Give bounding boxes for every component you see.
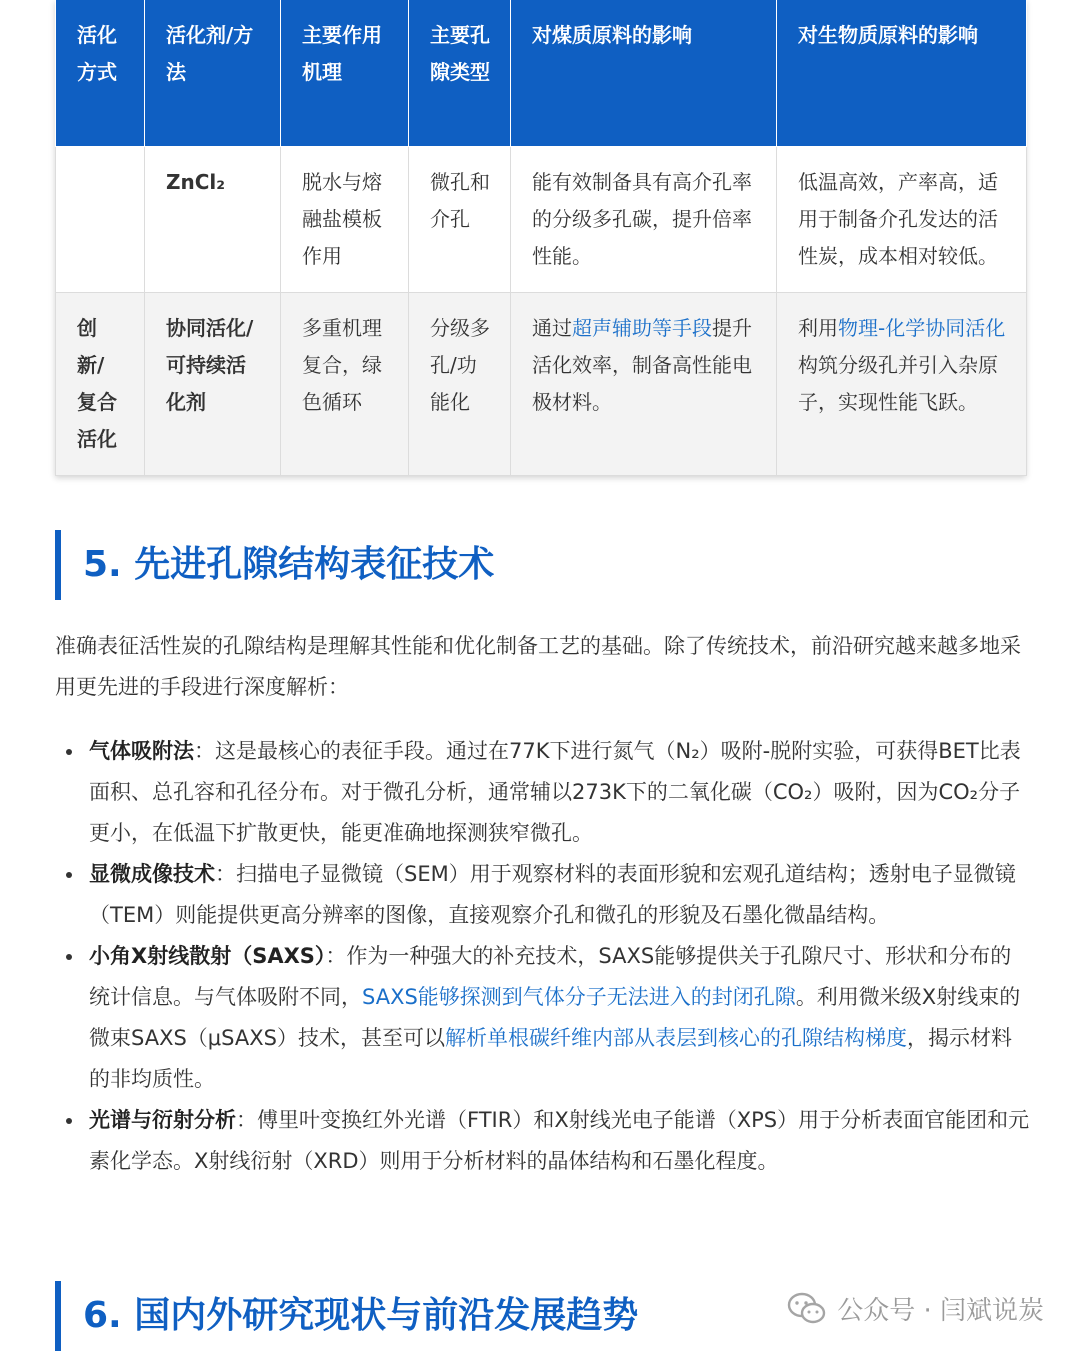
table-row: [56, 292, 1027, 475]
saxs-link-1[interactable]: SAXS能够探测到气体分子无法进入的封闭孔隙: [362, 985, 796, 1009]
cell-mode: 创新/复合活化: [56, 292, 145, 475]
item-lead: 光谱与衍射分析: [89, 1108, 236, 1132]
watermark: [787, 1290, 1044, 1327]
wechat-icon: [787, 1292, 827, 1326]
cell-coal: 能有效制备具有高介孔率的分级多孔碳，提升倍率性能。: [511, 146, 777, 292]
header-agent: 活化剂/方法: [145, 0, 281, 146]
header-bio: 对生物质原料的影响: [777, 0, 1027, 146]
watermark-text: 公众号 · 闫斌说炭: [837, 1296, 1044, 1326]
section-5-intro: 准确表征活性炭的孔隙结构是理解其性能和优化制备工艺的基础。除了传统技术，前沿研究越来越多地采用更先进的手段进行深度解析：: [55, 634, 1021, 699]
cell-agent: ZnCl₂: [145, 146, 281, 292]
activation-table: [55, 0, 1027, 476]
cell-agent: 协同活化/可持续活化剂: [145, 292, 281, 475]
cell-mechanism: 脱水与熔融盐模板作用: [281, 146, 409, 292]
saxs-link-2[interactable]: 解析单根碳纤维内部从表层到核心的孔隙结构梯度: [444, 1026, 907, 1050]
cell-coal: [511, 292, 777, 475]
cell-bio: [777, 292, 1027, 475]
item-text: ：作为一种强大的补充技术，SAXS能够提供关于孔隙尺寸、形状和分布的统计信息。与气体吸附不同，: [89, 944, 1012, 1009]
list-item: [55, 731, 1030, 854]
item-text: ：这是最核心的表征手段。通过在77K下进行氮气（N₂）吸附-脱附实验，可获得BET比表面积、总孔容和孔径分布。对于微孔分析，通常辅以273K下的二氧化碳（CO₂）吸附，因为CO₂分子更小，在低温下扩散更快，能更准确地探测狭窄微孔。: [89, 739, 1021, 845]
activation-table-wrap: [55, 0, 1026, 476]
coal-text-pre: 通过: [532, 315, 572, 340]
cell-bio: 低温高效，产率高，适用于制备介孔发达的活性炭，成本相对较低。: [777, 146, 1027, 292]
cell-pore: 微孔和介孔: [409, 146, 511, 292]
cell-pore: 分级多孔/功能化: [409, 292, 511, 475]
item-lead: 气体吸附法: [89, 739, 194, 763]
technique-list: [55, 731, 1030, 1182]
item-text: ：扫描电子显微镜（SEM）用于观察材料的表面形貌和宏观孔道结构；透射电子显微镜（TEM）则能提供更高分辨率的图像，直接观察介孔和微孔的形貌及石墨化微晶结构。: [89, 862, 1016, 927]
section-6-title: 6. 国内外研究现状与前沿发展趋势: [55, 1281, 638, 1351]
item-lead: 显微成像技术: [89, 862, 215, 886]
bio-text-post: 构筑分级孔并引入杂原子，实现性能飞跃。: [798, 352, 998, 414]
coal-text-post: 提升活化效率，制备高性能电极材料。: [532, 315, 752, 414]
bio-text-pre: 利用: [798, 315, 838, 340]
header-pore: 主要孔隙类型: [409, 0, 511, 146]
list-item: [55, 1100, 1030, 1182]
cell-mechanism: 多重机理复合，绿色循环: [281, 292, 409, 475]
list-item: [55, 936, 1030, 1100]
item-lead: 小角X射线散射（SAXS）: [89, 944, 326, 968]
table-row: [56, 146, 1027, 292]
header-coal: 对煤质原料的影响: [511, 0, 777, 146]
bio-link[interactable]: 物理-化学协同活化: [838, 315, 1006, 340]
item-text: ：傅里叶变换红外光谱（FTIR）和X射线光电子能谱（XPS）用于分析表面官能团和元素化学态。X射线衍射（XRD）则用于分析材料的晶体结构和石墨化程度。: [89, 1108, 1030, 1173]
coal-link[interactable]: 超声辅助等手段: [572, 315, 712, 340]
table-header-row: [56, 0, 1027, 146]
section-5-title: 5. 先进孔隙结构表征技术: [55, 530, 494, 600]
item-text: 。利用微米级X射线束的微束SAXS（μSAXS）技术，甚至可以: [89, 985, 1021, 1050]
header-mechanism: 主要作用机理: [281, 0, 409, 146]
item-text: ，揭示材料的非均质性。: [89, 1026, 1012, 1091]
list-item: [55, 854, 1030, 936]
cell-mode: [56, 146, 145, 292]
header-mode: 活化方式: [56, 0, 145, 146]
